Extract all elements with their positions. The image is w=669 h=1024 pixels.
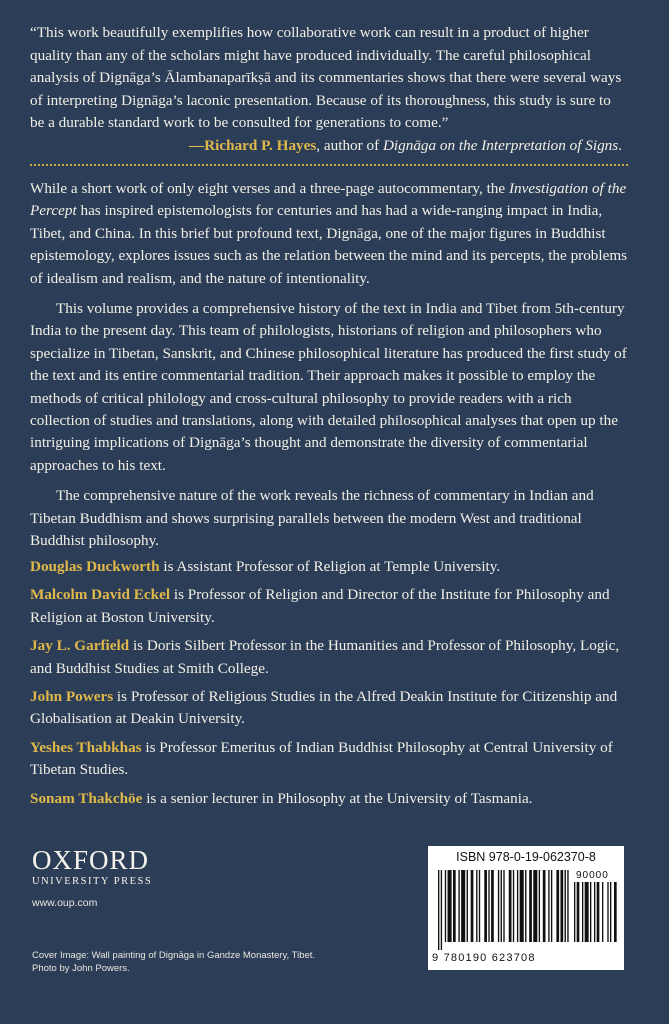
barcode-bar <box>438 870 439 950</box>
barcode-bar <box>441 870 442 950</box>
barcode-bar <box>585 882 589 942</box>
barcode-bar <box>525 870 526 942</box>
bio-author-text: is Doris Silbert Professor in the Humanities and Professor of Philosophy, Logic, and Buddhist Studies at Smith College. <box>30 637 620 677</box>
barcode-bar <box>594 882 595 942</box>
barcode-bar <box>509 870 512 942</box>
barcode-bar <box>503 870 504 942</box>
book-description <box>30 178 628 553</box>
barcode-bar <box>533 870 537 942</box>
barcode-bar <box>607 882 608 942</box>
barcode-bar <box>567 870 568 942</box>
barcode-bar <box>476 870 477 942</box>
quote-text: “This work beautifully exemplifies how collaborative work can result in a product of higher quality than any of the scholars might have produced individually. The careful philosophical analysis of Dignāga’s Ālambanaparīkṣā and its commentaries shows that there were several ways of interpreting Dignāga’s laconic presentation. Because of its thoroughness, this study is sure to be a durable standard work to be consulted for generations to come.” <box>30 24 622 131</box>
barcode-bar <box>551 870 552 942</box>
barcode-bar <box>543 870 546 942</box>
bio-entry <box>30 788 630 810</box>
barcode-bar <box>471 870 474 942</box>
barcode-bar <box>582 882 583 942</box>
description-p1-start: While a short work of only eight verses and a three-page autocommentary, the <box>30 180 509 197</box>
barcode-bar <box>517 870 518 942</box>
bio-author-text: is Professor Emeritus of Indian Buddhist Philosophy at Central University of Tibetan Studies. <box>30 738 613 779</box>
bio-entry <box>30 556 630 578</box>
quote-book-title: Dignāga on the Interpretation of Signs <box>382 136 619 154</box>
bio-author-name: Jay L. Garfield <box>30 637 130 655</box>
bio-entry <box>30 635 630 680</box>
barcode-bar <box>453 870 456 942</box>
description-paragraph-1 <box>30 178 628 290</box>
barcode-bar <box>597 882 600 942</box>
barcode-bar <box>602 882 603 942</box>
barcode-bar <box>448 870 452 942</box>
barcode-bar <box>520 870 524 942</box>
barcode-bar <box>574 882 575 942</box>
description-paragraph-2: This volume provides a comprehensive history of the text in India and Tibet from 5th-century India to the present day. This team of philologists, historians of religion and philosophers who specialize in Tibetan, Sanskrit, and Chinese philosophical literature has produced the first study of the text and its entire commentarial tradition. Their approach makes it possible to employ the methods of critical philology and cross-cultural philosophy to provide readers with a rich collection of studies and translations, along with detailed philosophical analyses that open up the intriguing implications of Dignāga’s thought and demonstrate the diversity of commentarial approaches to his text. <box>30 300 627 474</box>
bio-entry <box>30 584 630 629</box>
bio-author-name: Malcolm David Eckel <box>30 586 171 604</box>
barcode-addon-number: 90000 <box>576 870 609 881</box>
bio-author-text: is a senior lecturer in Philosophy at the University of Tasmania. <box>142 789 533 807</box>
cover-credit-line-1: Cover Image: Wall painting of Dignāga in Gandze Monastery, Tibet. <box>32 950 316 961</box>
quote-attribution <box>30 135 622 158</box>
description-p1-title: Investigation of the Percept <box>30 180 627 220</box>
bio-author-text: is Professor of Religious Studies in the Alfred Deakin Institute for Citizenship and Globalisation at Deakin University. <box>30 688 618 728</box>
barcode-bar <box>484 870 487 942</box>
barcode-addon-bars <box>574 882 618 950</box>
bio-author-name: John Powers <box>30 688 114 706</box>
barcode-bar <box>556 870 559 942</box>
barcode-bar <box>479 870 480 942</box>
cover-credit <box>32 950 352 975</box>
barcode-bar <box>467 870 468 942</box>
barcode-bar <box>461 870 465 942</box>
endorsement-quote <box>30 22 622 157</box>
barcode-bars <box>438 870 570 950</box>
barcode-bar <box>491 870 494 942</box>
bio-author-text: is Assistant Professor of Religion at Temple University. <box>159 558 501 575</box>
barcode-bar <box>610 882 611 942</box>
cover-credit-line-2: Photo by John Powers. <box>32 962 130 974</box>
barcode-bar <box>560 870 563 942</box>
quote-author-of: , author of <box>316 136 383 154</box>
barcode-bar <box>539 870 540 942</box>
barcode-bar <box>458 870 459 942</box>
barcode-bar <box>565 870 566 942</box>
barcode <box>428 846 624 970</box>
dotted-divider <box>30 164 628 166</box>
description-p1-end: has inspired epistemologists for centuries and has had a wide-ranging impact in India, Tibet, and China. In this brief but profound text, Dignāga, one of the major figures in Buddhist epistemology, explores issues such as the relation between the mind and its percepts, the problems of idealism and realism, and the nature of intentionality. <box>30 202 628 287</box>
ean-number: 9 780190 623708 <box>432 952 536 964</box>
description-paragraph-3: The comprehensive nature of the work reveals the richness of commentary in Indian and Tibetan Buddhism and shows surprising parallels between the modern West and traditional Buddhist philosophy. <box>30 487 594 550</box>
barcode-bar <box>488 870 489 942</box>
publisher-logo <box>32 846 152 887</box>
barcode-bar <box>498 870 499 942</box>
publisher-url: www.oup.com <box>32 897 98 909</box>
barcode-bar <box>548 870 549 942</box>
publisher-logo-subtitle: UNIVERSITY PRESS <box>32 876 153 887</box>
quote-author: —Richard P. Hayes <box>189 136 317 154</box>
barcode-bar <box>445 870 446 942</box>
bio-author-name: Sonam Thakchöe <box>30 789 143 807</box>
barcode-bar <box>577 882 580 942</box>
quote-period: . <box>618 136 622 154</box>
barcode-bar <box>590 882 591 942</box>
barcode-bar <box>513 870 514 942</box>
barcode-bar <box>529 870 532 942</box>
bio-author-text: is Professor of Religion and Director of the Institute for Philosophy and Religion at Boston University. <box>30 586 610 626</box>
barcode-bar <box>501 870 502 942</box>
bio-author-name: Yeshes Thabkhas <box>30 738 142 756</box>
bio-author-name: Douglas Duckworth <box>30 558 160 575</box>
bio-entry <box>30 686 630 731</box>
bio-entry <box>30 737 630 782</box>
isbn-label: ISBN 978-0-19-062370-8 <box>456 850 596 864</box>
contributor-bios <box>30 556 630 816</box>
publisher-logo-wordmark: OXFORD <box>32 845 150 875</box>
barcode-bar <box>614 882 617 942</box>
